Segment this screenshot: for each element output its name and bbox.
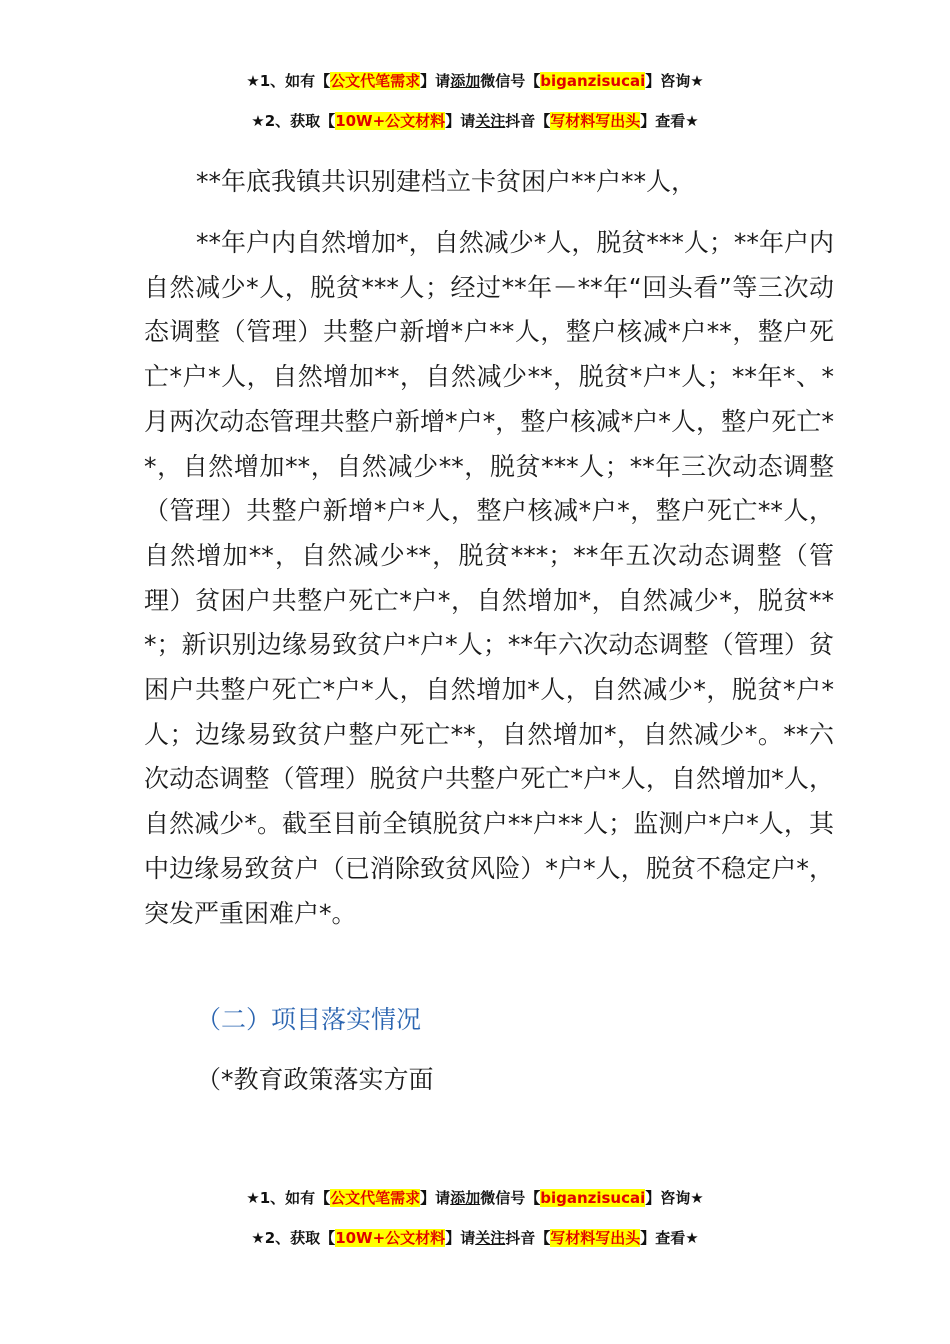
promo-highlight-materials: 10W+公文材料	[335, 1229, 446, 1247]
body-paragraph-1: **年底我镇共识别建档立卡贫困户**户**人，	[196, 167, 697, 196]
promo-text: 】请	[420, 1189, 451, 1207]
body-paragraph-2: **年户内自然增加*，自然减少*人，脱贫***人；**年户内自然减少*人，脱贫***人；经过**年－**年“回头看”等三次动态调整（管理）共整户新增*户**人，整户核减*户**，整户死亡*户*人，自然增加**，自然减少**，脱贫*户*人；**年*、*月两次动态管理共整户新增*户*，整户核减*户*人，整户死亡**，自然增加**，自然减少**，脱贫***人；**年三次动态调整（管理）共整户新增*户*人，整户核减*户*，整户死亡**人，自然增加**，自然减少**，脱贫***；**年五次动态调整（管理）贫困户共整户死亡*户*，自然增加*，自然减少*，脱贫***；新识别边缘易致贫户*户*人；**年六次动态调整（管理）贫困户共整户死亡*户*人，自然增加*人，自然减少*，脱贫*户*人；边缘易致贫户整户死亡**，自然增加*，自然减少*。**六次动态调整（管理）脱贫户共整户死亡*户*人，自然增加*人，自然减少*。截至目前全镇脱贫户**户**人；监测户*户*人，其中边缘易致贫户（已消除致贫风险）*户*人，脱贫不稳定户*，突发严重困难户*。	[144, 228, 834, 928]
promo-text: 抖音【	[505, 1229, 551, 1247]
promo-highlight-materials: 10W+公文材料	[335, 112, 446, 130]
promo-text: 抖音【	[505, 112, 551, 130]
promo-highlight-douyin: 写材料写出头	[550, 112, 641, 130]
promo-suffix: 】查看★	[640, 112, 699, 130]
promo-highlight-wechat-id: biganzisucai	[540, 72, 646, 90]
promo-text: 微信号【	[480, 72, 541, 90]
promo-underlined-word: 添加	[450, 1189, 481, 1207]
promo-highlight-douyin: 写材料写出头	[550, 1229, 641, 1247]
promo-underlined-word: 关注	[475, 112, 506, 130]
promo-underlined-word: 添加	[450, 72, 481, 90]
header-promo-line-1	[0, 71, 950, 91]
promo-underlined-word: 关注	[475, 1229, 506, 1247]
promo-prefix: ★2、获取【	[251, 112, 336, 130]
promo-suffix: 】咨询★	[645, 72, 704, 90]
header-promo-line-2	[0, 111, 950, 131]
promo-text: 】请	[445, 1229, 476, 1247]
promo-prefix: ★1、如有【	[246, 1189, 331, 1207]
promo-highlight-service: 公文代笔需求	[330, 72, 421, 90]
promo-highlight-wechat-id: biganzisucai	[540, 1189, 646, 1207]
promo-prefix: ★2、获取【	[251, 1229, 336, 1247]
body-paragraph-3: （*教育政策落实方面	[196, 1065, 434, 1094]
section-heading: （二）项目落实情况	[196, 1005, 422, 1034]
promo-text: 微信号【	[480, 1189, 541, 1207]
promo-highlight-service: 公文代笔需求	[330, 1189, 421, 1207]
footer-promo-line-2	[0, 1228, 950, 1248]
promo-text: 】请	[445, 112, 476, 130]
promo-suffix: 】咨询★	[645, 1189, 704, 1207]
promo-prefix: ★1、如有【	[246, 72, 331, 90]
promo-text: 】请	[420, 72, 451, 90]
footer-promo-line-1	[0, 1188, 950, 1208]
promo-suffix: 】查看★	[640, 1229, 699, 1247]
